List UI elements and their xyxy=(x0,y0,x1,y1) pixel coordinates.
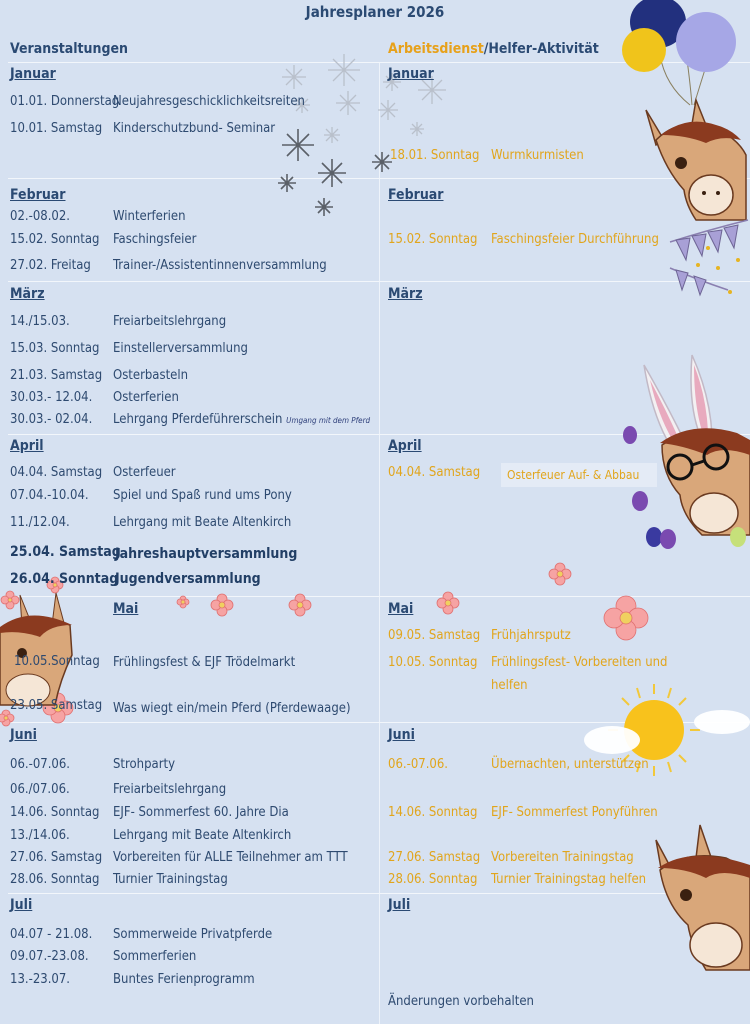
event-note: Umgang mit dem Pferd xyxy=(286,416,371,425)
event-title: Winterferien xyxy=(113,209,186,224)
bunting-decoration xyxy=(668,220,750,300)
event-title: Jugendversammlung xyxy=(115,571,261,587)
month-juni: Juni xyxy=(10,727,37,743)
event-date: 30.03.- 02.04. xyxy=(10,412,93,427)
task-title: EJF- Sommerfest Ponyführen xyxy=(491,805,658,820)
event-date: 04.07 - 21.08. xyxy=(10,927,93,942)
event-title: Spiel und Spaß rund ums Pony xyxy=(113,488,292,503)
easter-horse-decoration xyxy=(622,355,750,555)
event-title: Turnier Trainingstag xyxy=(113,872,228,887)
horse-head-decoration xyxy=(636,95,750,220)
event-title: Sommerweide Privatpferde xyxy=(113,927,273,942)
event-title: Faschingsfeier xyxy=(113,232,197,247)
event-date: 01.01. Donnerstag xyxy=(10,94,120,109)
month-maerz: März xyxy=(10,286,45,302)
footer-note: Änderungen vorbehalten xyxy=(388,994,534,1009)
event-title: Vorbereiten für ALLE Teilnehmer am TTT xyxy=(113,850,348,865)
balloons-decoration xyxy=(620,0,750,110)
task-date: 09.05. Samstag xyxy=(388,628,481,643)
right-horse-decoration xyxy=(646,820,750,970)
event-title: Einstellerversammlung xyxy=(113,341,248,356)
task-title: Frühlingsfest- Vorbereiten und xyxy=(491,655,668,670)
event-title: Was wiegt ein/mein Pferd (Pferdewaage) xyxy=(113,701,351,716)
event-title: Neujahresgeschicklichkeitsreiten xyxy=(113,94,305,109)
event-title: Lehrgang mit Beate Altenkirch xyxy=(113,828,292,843)
divider-feb xyxy=(8,281,750,282)
month-juli: Juli xyxy=(10,897,33,913)
event-date: 15.03. Sonntag xyxy=(10,341,100,356)
event-title: Freiarbeitslehrgang xyxy=(113,314,227,329)
event-title: EJF- Sommerfest 60. Jahre Dia xyxy=(113,805,289,820)
right-month-juni: Juni xyxy=(388,727,415,743)
event-title: Freiarbeitslehrgang xyxy=(113,782,227,797)
event-title: Trainer-/Assistentinnenversammlung xyxy=(113,258,327,273)
month-februar: Februar xyxy=(10,187,66,203)
event-date: 15.02. Sonntag xyxy=(10,232,100,247)
page-title: Jahresplaner 2026 xyxy=(305,3,445,21)
task-date: 06.-07.06. xyxy=(388,757,448,772)
task-title: Vorbereiten Trainingstag xyxy=(491,850,634,865)
event-date: 26.04. Sonntag xyxy=(10,571,119,587)
event-date: 23.05. Samstag xyxy=(10,698,103,713)
right-month-april: April xyxy=(388,438,422,454)
event-title: Strohparty xyxy=(113,757,175,772)
event-title: Frühlingsfest & EJF Trödelmarkt xyxy=(113,655,296,670)
event-date: 07.04.-10.04. xyxy=(10,488,89,503)
event-date: 04.04. Samstag xyxy=(10,465,103,480)
event-date: 21.03. Samstag xyxy=(10,368,103,383)
task-title: Faschingsfeier Durchführung xyxy=(491,232,659,247)
right-month-juli: Juli xyxy=(388,897,411,913)
event-date: 30.03.- 12.04. xyxy=(10,390,93,405)
right-header-part2: /Helfer-Aktivität xyxy=(483,41,599,57)
task-date: 14.06. Sonntag xyxy=(388,805,478,820)
right-header-part1: Arbeitsdienst xyxy=(388,41,484,57)
task-title: Frühjahrsputz xyxy=(491,628,571,643)
task-title: Wurmkurmisten xyxy=(491,148,584,163)
task-title: Osterfeuer Auf- & Abbau xyxy=(507,468,640,482)
event-title: Lehrgang mit Beate Altenkirch xyxy=(113,515,292,530)
event-date: 13./14.06. xyxy=(10,828,70,843)
right-month-februar: Februar xyxy=(388,187,444,203)
event-title xyxy=(113,412,370,427)
event-date: 25.04. Samstag xyxy=(10,544,121,560)
event-date: 11./12.04. xyxy=(10,515,70,530)
event-date: 27.06. Samstag xyxy=(10,850,103,865)
right-month-maerz: März xyxy=(388,286,423,302)
event-date: 14./15.03. xyxy=(10,314,70,329)
event-title-text: Lehrgang Pferdeführerschein xyxy=(113,412,283,427)
month-april: April xyxy=(10,438,44,454)
event-date: 10.01. Samstag xyxy=(10,121,103,136)
event-title: Osterferien xyxy=(113,390,179,405)
event-date: 27.02. Freitag xyxy=(10,258,91,273)
right-month-mai: Mai xyxy=(388,601,414,617)
right-month-januar: Januar xyxy=(388,66,434,82)
event-date: 06.-07.06. xyxy=(10,757,70,772)
task-date: 18.01. Sonntag xyxy=(390,148,480,163)
task-title: Übernachten, unterstützen xyxy=(491,757,649,772)
task-date: 28.06. Sonntag xyxy=(388,872,478,887)
task-date: 27.06. Samstag xyxy=(388,850,481,865)
event-date: 13.-23.07. xyxy=(10,972,70,987)
event-date: 09.07.-23.08. xyxy=(10,949,89,964)
event-title: Sommerferien xyxy=(113,949,197,964)
task-date: 10.05. Sonntag xyxy=(388,655,478,670)
month-januar: Januar xyxy=(10,66,56,82)
event-title: Kinderschutzbund- Seminar xyxy=(113,121,276,136)
event-date: 10.05.Sonntag xyxy=(14,654,100,669)
month-mai: Mai xyxy=(113,601,139,617)
task-title: Turnier Trainingstag helfen xyxy=(491,872,647,887)
event-title: Jahreshauptversammlung xyxy=(115,546,298,562)
divider-jun xyxy=(8,893,750,894)
left-horse-decoration xyxy=(0,585,76,715)
left-column-header: Veranstaltungen xyxy=(10,41,129,57)
task-date: 04.04. Samstag xyxy=(388,465,481,480)
event-title: Osterbasteln xyxy=(113,368,189,383)
event-title: Buntes Ferienprogramm xyxy=(113,972,255,987)
event-date: 06./07.06. xyxy=(10,782,70,797)
task-date: 15.02. Sonntag xyxy=(388,232,478,247)
task-title-continued: helfen xyxy=(491,678,528,693)
event-title: Osterfeuer xyxy=(113,465,176,480)
event-date: 28.06. Sonntag xyxy=(10,872,100,887)
event-date: 02.-08.02. xyxy=(10,209,70,224)
event-date: 14.06. Sonntag xyxy=(10,805,100,820)
